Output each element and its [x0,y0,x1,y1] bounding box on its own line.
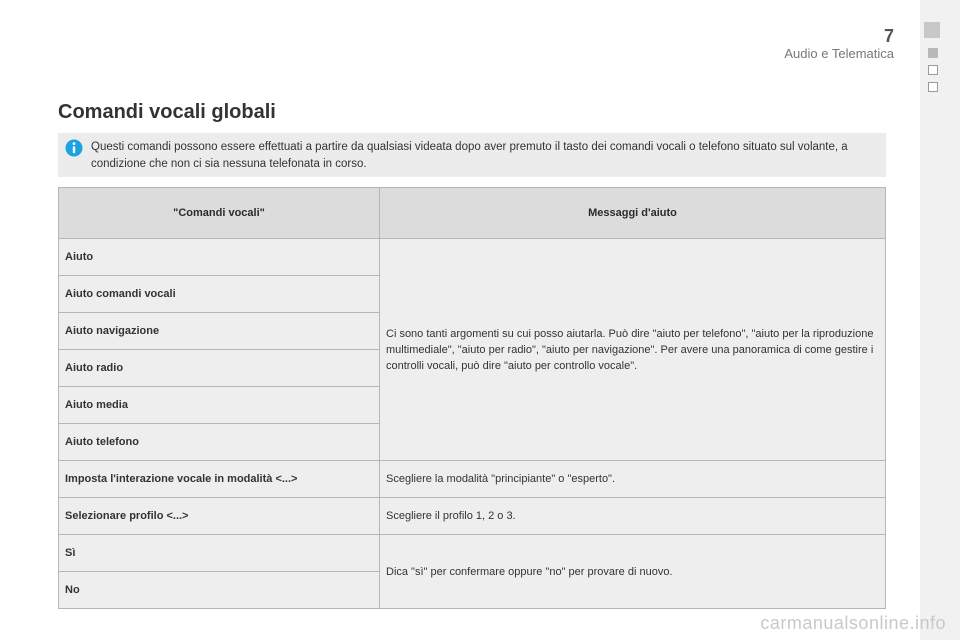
sidebar-square-filled-icon[interactable] [928,48,938,58]
command-cell: Imposta l'interazione vocale in modalità <...> [59,461,380,498]
table-row [59,239,886,276]
command-cell: Aiuto [59,239,380,276]
command-cell: Sì [59,535,380,572]
voice-commands-table [58,187,886,609]
page-number: 7 [883,26,894,46]
section-label: Audio e Telematica [784,46,894,61]
table-row [59,498,886,535]
table-row [59,535,886,572]
message-cell: Scegliere la modalità "principiante" o "esperto". [380,461,886,498]
command-cell: Selezionare profilo <...> [59,498,380,535]
command-cell: Aiuto media [59,387,380,424]
sidebar-square-outline-icon[interactable] [928,65,938,75]
column-header-commands: "Comandi vocali" [59,188,380,239]
command-cell: Aiuto navigazione [59,313,380,350]
info-box [58,133,886,177]
command-cell: Aiuto radio [59,350,380,387]
command-cell: Aiuto comandi vocali [59,276,380,313]
watermark-url: carmanualsonline.info [760,613,946,633]
page-title: Comandi vocali globali [58,101,276,123]
help-message-cell: Ci sono tanti argomenti su cui posso aiutarla. Può dire "aiuto per telefono", "aiuto per la riproduzione multimediale", "aiuto per radio", "aiuto per navigazione". Per avere una panoramica di come gestire i controlli vocali, può dire "aiuto per controllo vocale". [380,239,886,461]
info-icon [65,139,83,157]
info-text: Questi comandi possono essere effettuati a partire da qualsiasi videata dopo aver premuto il tasto dei comandi vocali o telefono situato sul volante, a condizione che non ci sia nessuna telefonata in corso. [91,141,848,170]
message-cell: Scegliere il profilo 1, 2 o 3. [380,498,886,535]
sidebar-tab-active[interactable] [924,22,940,38]
table-row [59,461,886,498]
command-cell: Aiuto telefono [59,424,380,461]
message-cell: Dica "sì" per confermare oppure "no" per provare di nuovo. [380,535,886,609]
page-sidebar [920,0,960,640]
command-cell: No [59,572,380,609]
column-header-messages: Messaggi d'aiuto [380,188,886,239]
sidebar-square-outline-icon[interactable] [928,82,938,92]
